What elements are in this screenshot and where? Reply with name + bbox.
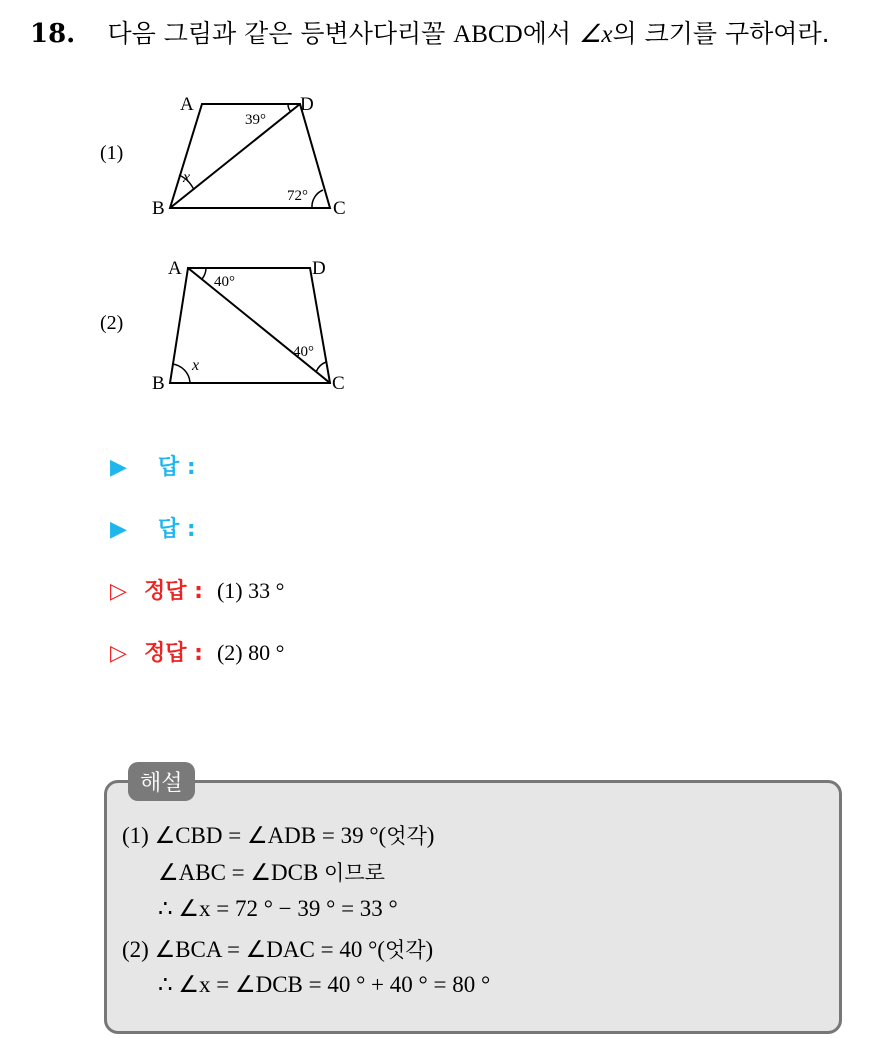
angle-label-x: x xyxy=(183,169,191,186)
figure-2-label: (2) xyxy=(100,312,124,334)
angle-arc-bca xyxy=(316,362,326,372)
angle-label-c: 72° xyxy=(287,188,308,204)
diagonal-ac xyxy=(188,268,330,383)
figure-2-trapezoid xyxy=(150,252,370,402)
vertex-c: C xyxy=(333,198,346,219)
correct-answer-1 xyxy=(110,574,284,605)
correct-value: (2) 80 ° xyxy=(216,640,285,665)
question-text: 다음 그림과 같은 등변사다리꼴 ABCD에서 ∠x의 크기를 구하여라. xyxy=(107,19,830,48)
explanation-line: ∠ABC = ∠DCB 이므로 xyxy=(158,860,385,885)
answer-label: 답 : xyxy=(158,517,196,542)
explanation-line: ∴ ∠x = ∠DCB = 40 ° + 40 ° = 80 ° xyxy=(158,972,491,997)
answer-blank-2 xyxy=(110,512,196,543)
vertex-a: A xyxy=(180,94,194,115)
angle-label-dac: 40° xyxy=(214,274,235,290)
angle-arc-x2 xyxy=(172,364,190,383)
explanation-line: ∴ ∠x = 72 ° − 39 ° = 33 ° xyxy=(158,896,398,921)
angle-label-adb: 39° xyxy=(245,112,266,128)
angle-label-x2: x xyxy=(192,357,200,374)
problem-statement xyxy=(30,14,830,50)
correct-label: 정답 : xyxy=(144,641,203,666)
angle-label-bca: 40° xyxy=(293,344,314,360)
explanation-title: 해설 xyxy=(128,762,195,801)
vertex-b: B xyxy=(152,198,165,219)
answer-label: 답 : xyxy=(158,455,196,480)
explanation-line: (2) ∠BCA = ∠DAC = 40 °(엇각) xyxy=(122,937,434,962)
angle-arc-adb xyxy=(288,104,291,112)
angle-arc-c xyxy=(312,190,323,208)
vertex-b2: B xyxy=(152,373,165,394)
correct-label: 정답 : xyxy=(144,579,203,604)
correct-value: (1) 33 ° xyxy=(216,578,285,603)
correct-answer-2 xyxy=(110,636,284,667)
vertex-d: D xyxy=(300,94,314,115)
play-marker-icon: ▶ xyxy=(110,455,127,480)
vertex-a2: A xyxy=(168,258,182,279)
play-marker-icon: ▶ xyxy=(110,517,127,542)
outline-triangle-icon: ▷ xyxy=(110,641,127,666)
vertex-c2: C xyxy=(332,373,345,394)
vertex-d2: D xyxy=(312,258,326,279)
explanation-line: (1) ∠CBD = ∠ADB = 39 °(엇각) xyxy=(122,823,435,848)
figure-1-label: (1) xyxy=(100,142,124,164)
answer-blank-1 xyxy=(110,450,196,481)
problem-number: 18. xyxy=(30,19,76,49)
figure-1-trapezoid xyxy=(150,90,370,230)
angle-arc-dac xyxy=(202,268,206,279)
diagonal-bd xyxy=(170,104,300,208)
outline-triangle-icon: ▷ xyxy=(110,579,127,604)
